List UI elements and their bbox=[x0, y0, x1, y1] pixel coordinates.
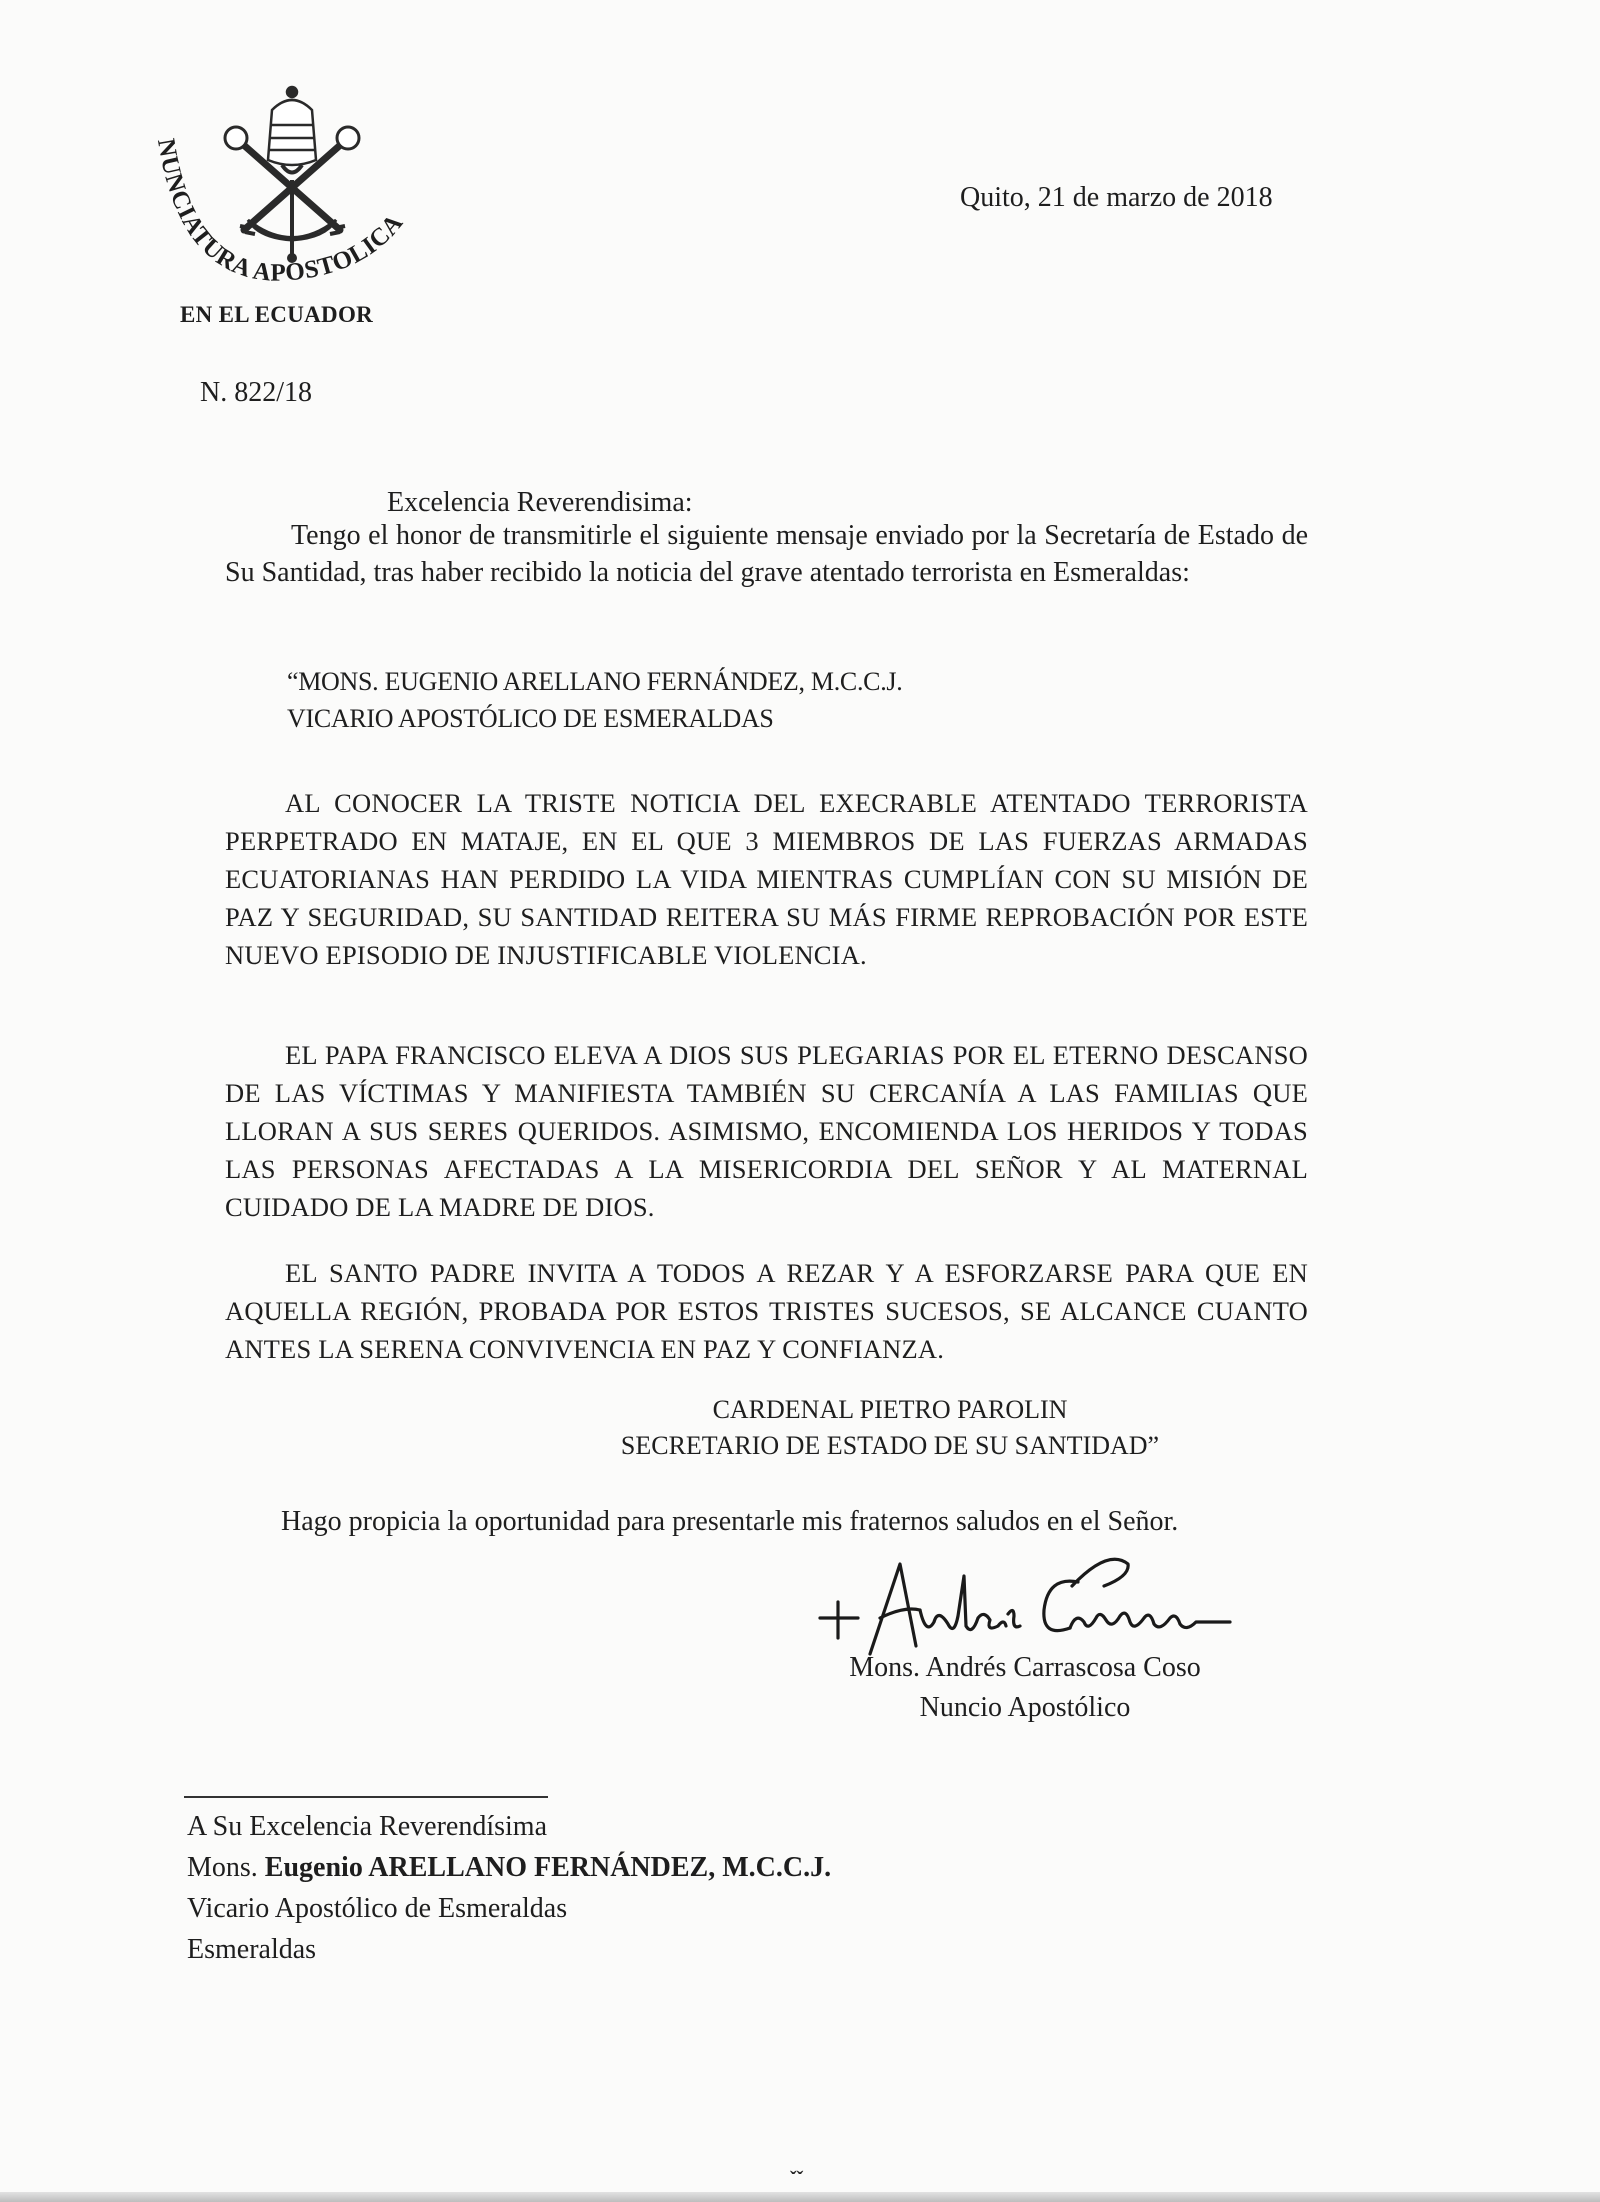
closing-line: Hago propicia la oportunidad para presentarle mis fraternos saludos en el Señor. bbox=[281, 1506, 1179, 1537]
reference-number: N. 822/18 bbox=[200, 377, 312, 408]
addressee-block bbox=[187, 1806, 831, 1970]
message-signatory-title: SECRETARIO DE ESTADO DE SU SANTIDAD” bbox=[620, 1431, 1160, 1460]
quoted-recipient bbox=[287, 663, 902, 737]
message-paragraph bbox=[225, 1254, 1308, 1368]
papal-crossed-keys-tiara-icon bbox=[140, 80, 440, 310]
salutation: Excelencia Reverendisima: bbox=[387, 487, 693, 518]
message-paragraph bbox=[225, 784, 1308, 974]
message-paragraph-text: EL PAPA FRANCISCO ELEVA A DIOS SUS PLEGARIAS POR EL ETERNO DESCANSO DE LAS VÍCTIMAS Y MANIFIESTA TAMBIÉN SU CERCANÍA A LAS FAMILIAS QUE LLORAN A SUS SERES QUERIDOS. ASIMISMO, ENCOMIENDA LOS HERIDOS Y TODAS LAS PERSONAS AFECTADAS A LA MISERICORDIA DEL SEÑOR Y AL MATERNAL CUIDADO DE LA MADRE DE DIOS. bbox=[225, 1040, 1308, 1222]
message-paragraph bbox=[225, 1036, 1308, 1226]
addressee-line-2 bbox=[187, 1847, 831, 1888]
intro-paragraph-text: Tengo el honor de transmitirle el siguiente mensaje enviado por la Secretaría de Estado de Su Santidad, tras haber recibido la noticia del grave atentado terrorista en Esmeraldas: bbox=[225, 520, 1308, 588]
message-paragraph-text: AL CONOCER LA TRISTE NOTICIA DEL EXECRABLE ATENTADO TERRORISTA PERPETRADO EN MATAJE, EN EL QUE 3 MIEMBROS DE LAS FUERZAS ARMADAS ECUATORIANAS HAN PERDIDO LA VIDA MIENTRAS CUMPLÍAN CON SU MISIÓN DE PAZ Y SEGURIDAD, SU SANTIDAD REITERA SU MÁS FIRME REPROBACIÓN POR ESTE NUEVO EPISODIO DE INJUSTIFICABLE VIOLENCIA. bbox=[225, 788, 1308, 970]
addressee-name: Eugenio ARELLANO FERNÁNDEZ, M.C.C.J. bbox=[264, 1852, 832, 1883]
addressee-line-1: A Su Excelencia Reverendísima bbox=[187, 1811, 547, 1842]
letterhead-arc-text: NUNCIATURA APOSTOLICA bbox=[151, 136, 409, 287]
footer-mark: ˇˇ bbox=[790, 2168, 804, 2190]
letterhead bbox=[140, 80, 440, 340]
message-signatory bbox=[560, 1392, 1220, 1464]
signer-name: Mons. Andrés Carrascosa Coso bbox=[849, 1652, 1201, 1683]
addressee-line-3: Vicario Apostólico de Esmeraldas bbox=[187, 1893, 568, 1924]
divider-rule bbox=[184, 1796, 548, 1798]
page-bottom-edge bbox=[0, 2192, 1600, 2202]
date-line: Quito, 21 de marzo de 2018 bbox=[960, 182, 1273, 213]
signer-block bbox=[790, 1648, 1260, 1728]
quoted-recipient-title: VICARIO APOSTÓLICO DE ESMERALDAS bbox=[287, 704, 774, 733]
message-signatory-name: CARDENAL PIETRO PAROLIN bbox=[712, 1395, 1068, 1424]
addressee-line-4: Esmeraldas bbox=[187, 1934, 317, 1965]
intro-paragraph bbox=[225, 517, 1308, 591]
message-paragraph-text: EL SANTO PADRE INVITA A TODOS A REZAR Y A ESFORZARSE PARA QUE EN AQUELLA REGIÓN, PROBADA POR ESTOS TRISTES SUCESOS, SE ALCANCE CUANTO ANTES LA SERENA CONVIVENCIA EN PAZ Y CONFIANZA. bbox=[225, 1258, 1308, 1364]
quoted-recipient-name: “MONS. EUGENIO ARELLANO FERNÁNDEZ, M.C.C.J. bbox=[287, 667, 903, 696]
letterhead-subtitle: EN EL ECUADOR bbox=[180, 302, 374, 327]
addressee-honorific: Mons. bbox=[187, 1852, 265, 1883]
signer-title: Nuncio Apostólico bbox=[919, 1692, 1131, 1723]
